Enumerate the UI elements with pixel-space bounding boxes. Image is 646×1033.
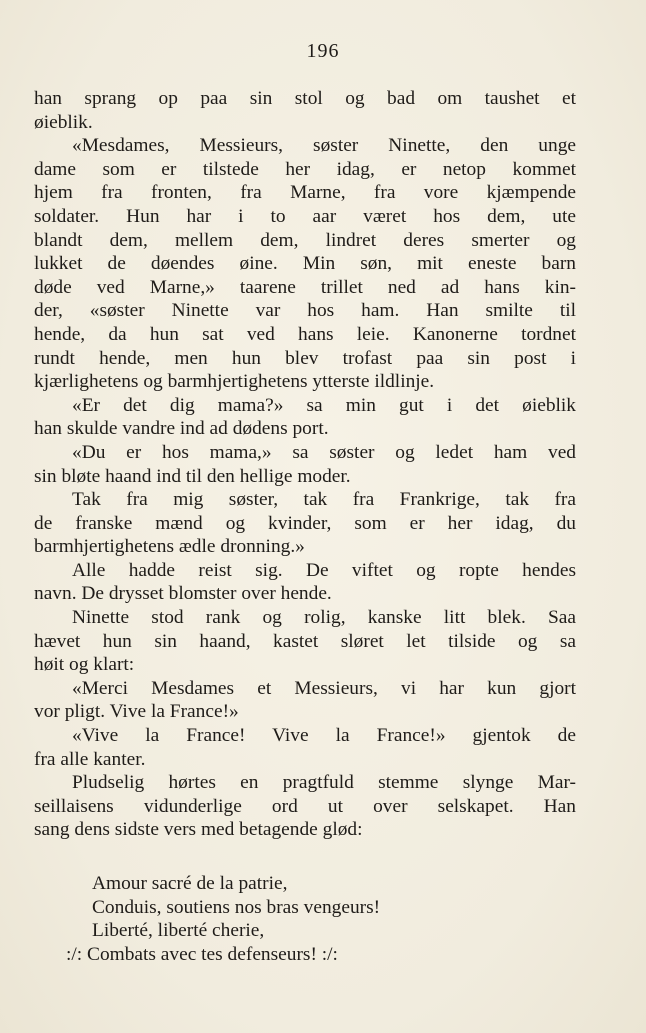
text-line: Ninette stod rank og rolig, kanske litt blek. Saa (72, 607, 576, 629)
text-line: «Er det dig mama?» sa min gut i det øieblik (72, 394, 576, 416)
text-line: Tak fra mig søster, tak fra Frankrige, tak fra (72, 489, 576, 511)
text-line: vor pligt. Vive la France!» (34, 701, 239, 723)
text-line: hjem fra fronten, fra Marne, fra vore kjæmpende (34, 182, 576, 204)
text-line: «Vive la France! Vive la France!» gjentok de (72, 725, 576, 747)
text-line: hævet hun sin haand, kastet sløret let tilside og sa (34, 630, 576, 652)
text-line: døde ved Marne,» taarene trillet ned ad hans kin- (34, 276, 576, 298)
text-line: høit og klart: (34, 654, 135, 676)
body-text (34, 87, 576, 842)
text-line: Alle hadde reist sig. De viftet og ropte hendes (72, 559, 576, 581)
text-line: de franske mænd og kvinder, som er her idag, du (34, 512, 576, 534)
text-line: navn. De drysset blomster over hende. (34, 583, 332, 605)
text-line: barmhjertighetens ædle dronning.» (34, 536, 305, 558)
poem-line: Amour sacré de la patrie, (92, 873, 288, 894)
text-line: han sprang op paa sin stol og bad om taushet et (34, 88, 576, 109)
text-line: sin bløte haand ind til den hellige moder. (34, 465, 351, 487)
text-line: fra alle kanter. (34, 748, 146, 770)
text-line: «Mesdames, Messieurs, søster Ninette, den unge (72, 135, 576, 157)
text-line: hende, da hun sat ved hans leie. Kanonerne tordnet (34, 323, 576, 345)
text-line: «Merci Mesdames et Messieurs, vi har kun gjort (72, 677, 576, 699)
text-line: lukket de døendes øine. Min søn, mit eneste barn (34, 253, 576, 275)
poem-verse (66, 872, 586, 966)
text-line: seillaisens vidunderlige ord ut over selskapet. Han (34, 795, 576, 817)
poem-line: Conduis, soutiens nos bras vengeurs! (92, 896, 381, 918)
text-line: der, «søster Ninette var hos ham. Han smilte til (34, 300, 576, 322)
text-line: øieblik. (34, 111, 93, 133)
text-line: han skulde vandre ind ad dødens port. (34, 418, 329, 440)
text-line: rundt hende, men hun blev trofast paa sin post i (34, 347, 576, 369)
text-line: blandt dem, mellem dem, lindret deres smerter og (34, 229, 576, 251)
poem-line: :/: Combats avec tes defenseurs! :/: (66, 943, 338, 965)
poem-line: Liberté, liberté cherie, (92, 920, 265, 942)
page-number: 196 (306, 40, 340, 62)
text-line: soldater. Hun har i to aar været hos dem, ute (34, 205, 576, 227)
text-line: dame som er tilstede her idag, er netop kommet (34, 158, 576, 180)
text-line: kjærlighetens og barmhjertighetens ytterste ildlinje. (34, 371, 435, 393)
text-line: «Du er hos mama,» sa søster og ledet ham ved (72, 441, 576, 463)
text-line: sang dens sidste vers med betagende glød: (34, 819, 363, 841)
text-line: Pludselig hørtes en pragtfuld stemme slynge Mar- (72, 772, 576, 794)
